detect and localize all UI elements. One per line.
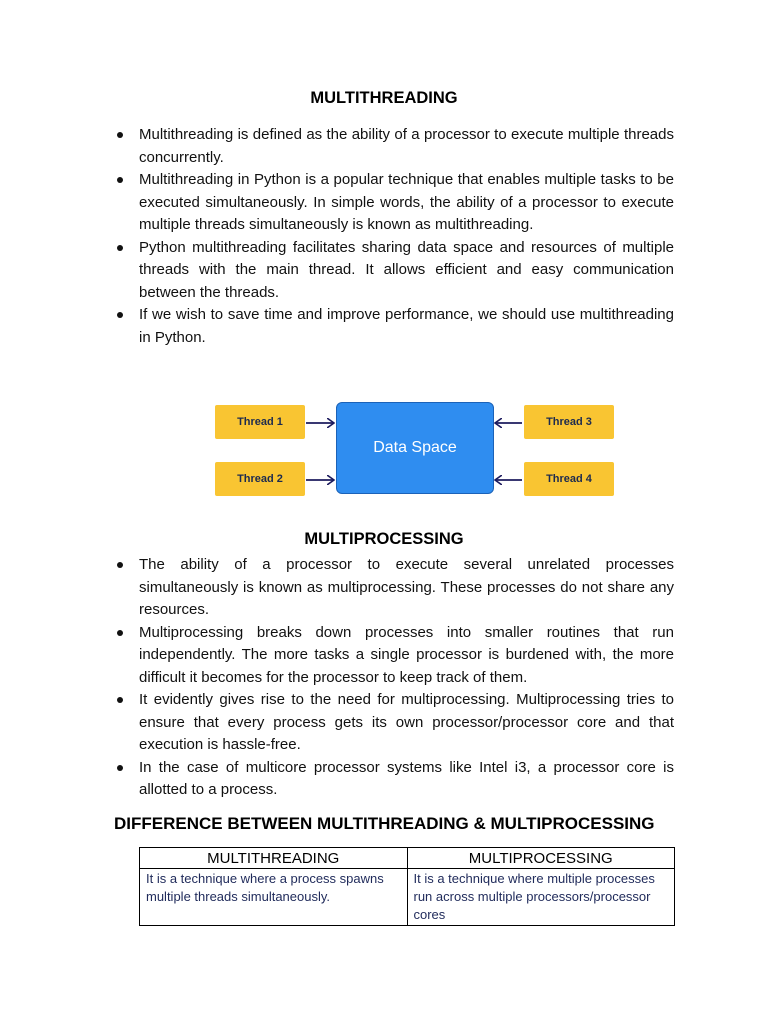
thread-2-box: Thread 2 [215, 462, 305, 496]
table-header-row [140, 848, 675, 869]
list-item: The ability of a processor to execute several unrelated processes simultaneously is known as multiprocessing. These processes do not share any resources. [114, 554, 674, 622]
list-item: Python multithreading facilitates sharing data space and resources of multiple threads with the main thread. It allows efficient and easy communication between the threads. [114, 237, 674, 305]
multithreading-heading: MULTITHREADING [310, 89, 458, 107]
difference-heading: DIFFERENCE BETWEEN MULTITHREADING & MULTIPROCESSING [114, 814, 655, 833]
list-item: In the case of multicore processor systems like Intel i3, a processor core is allotted to a process. [114, 757, 674, 802]
multiprocessing-bullet-list [114, 554, 674, 802]
column-header-multiprocessing: MULTIPROCESSING [407, 848, 675, 869]
thread-3-box: Thread 3 [524, 405, 614, 439]
list-item: Multithreading in Python is a popular technique that enables multiple tasks to be executed simultaneously. In simple words, the ability of a processor to execute multiple threads simultaneously is known as multithreading. [114, 169, 674, 237]
thread-1-box: Thread 1 [215, 405, 305, 439]
data-space-diagram [182, 392, 632, 504]
table-cell: It is a technique where multiple processes run across multiple processors/processor cores [407, 869, 675, 926]
list-item: Multithreading is defined as the ability of a processor to execute multiple threads concurrently. [114, 124, 674, 169]
multithreading-bullet-list [114, 124, 674, 349]
table-cell: It is a technique where a process spawns multiple threads simultaneously. [140, 869, 408, 926]
data-space-box: Data Space [336, 402, 494, 494]
column-header-multithreading: MULTITHREADING [140, 848, 408, 869]
thread-4-box: Thread 4 [524, 462, 614, 496]
table-row [140, 869, 675, 926]
list-item: If we wish to save time and improve performance, we should use multithreading in Python. [114, 304, 674, 349]
difference-table [139, 847, 675, 926]
list-item: It evidently gives rise to the need for multiprocessing. Multiprocessing tries to ensure that every process gets its own processor/processor core and that execution is hassle-free. [114, 689, 674, 757]
list-item: Multiprocessing breaks down processes into smaller routines that run independently. The more tasks a single processor is burdened with, the more difficult it becomes for the processor to keep track of them. [114, 622, 674, 690]
multiprocessing-heading: MULTIPROCESSING [304, 530, 464, 548]
